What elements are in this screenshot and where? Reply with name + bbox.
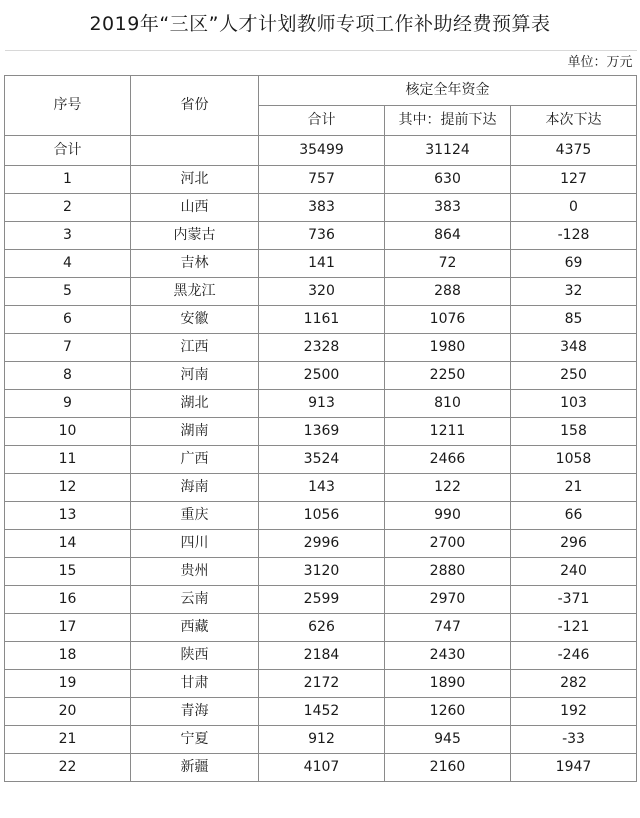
- table-row: [5, 418, 637, 446]
- row-province: 青海: [131, 698, 259, 726]
- unit-spacer: [385, 51, 511, 76]
- row-current: 69: [511, 250, 637, 278]
- row-total: 1056: [259, 502, 385, 530]
- row-province: 宁夏: [131, 726, 259, 754]
- table-row: [5, 390, 637, 418]
- row-province: 山西: [131, 194, 259, 222]
- table-row: [5, 446, 637, 474]
- row-seq: 8: [5, 362, 131, 390]
- row-seq: 6: [5, 306, 131, 334]
- row-province: 内蒙古: [131, 222, 259, 250]
- total-row: [5, 136, 637, 166]
- row-current: -121: [511, 614, 637, 642]
- table-row: [5, 194, 637, 222]
- row-seq: 19: [5, 670, 131, 698]
- row-seq: 17: [5, 614, 131, 642]
- row-province: 海南: [131, 474, 259, 502]
- row-advance: 72: [385, 250, 511, 278]
- row-advance: 2160: [385, 754, 511, 782]
- row-total: 913: [259, 390, 385, 418]
- row-seq: 21: [5, 726, 131, 754]
- row-current: 127: [511, 166, 637, 194]
- row-total: 143: [259, 474, 385, 502]
- row-current: 1947: [511, 754, 637, 782]
- row-total: 1369: [259, 418, 385, 446]
- row-province: 甘肃: [131, 670, 259, 698]
- row-current: 192: [511, 698, 637, 726]
- row-current: 348: [511, 334, 637, 362]
- row-province: 吉林: [131, 250, 259, 278]
- unit-row: [5, 51, 637, 76]
- row-total: 2996: [259, 530, 385, 558]
- total-province-empty: [131, 136, 259, 166]
- table-row: [5, 614, 637, 642]
- row-province: 重庆: [131, 502, 259, 530]
- row-province: 安徽: [131, 306, 259, 334]
- row-current: 85: [511, 306, 637, 334]
- row-current: 21: [511, 474, 637, 502]
- total-sum: 35499: [259, 136, 385, 166]
- row-province: 河南: [131, 362, 259, 390]
- row-seq: 5: [5, 278, 131, 306]
- row-province: 贵州: [131, 558, 259, 586]
- row-advance: 747: [385, 614, 511, 642]
- table-row: [5, 278, 637, 306]
- row-advance: 1980: [385, 334, 511, 362]
- row-current: 0: [511, 194, 637, 222]
- row-advance: 2700: [385, 530, 511, 558]
- row-current: -128: [511, 222, 637, 250]
- table-row: [5, 558, 637, 586]
- row-total: 1161: [259, 306, 385, 334]
- row-total: 3120: [259, 558, 385, 586]
- row-advance: 1076: [385, 306, 511, 334]
- row-seq: 4: [5, 250, 131, 278]
- row-advance: 990: [385, 502, 511, 530]
- unit-label: 单位：万元: [511, 51, 637, 76]
- header-advance: 其中：提前下达: [385, 106, 511, 136]
- header-province: 省份: [131, 76, 259, 136]
- row-seq: 3: [5, 222, 131, 250]
- table-row: [5, 642, 637, 670]
- row-current: -33: [511, 726, 637, 754]
- row-seq: 18: [5, 642, 131, 670]
- table-row: [5, 530, 637, 558]
- row-current: 103: [511, 390, 637, 418]
- row-total: 912: [259, 726, 385, 754]
- row-advance: 288: [385, 278, 511, 306]
- row-current: 296: [511, 530, 637, 558]
- row-seq: 11: [5, 446, 131, 474]
- row-total: 2172: [259, 670, 385, 698]
- header-seq: 序号: [5, 76, 131, 136]
- row-advance: 810: [385, 390, 511, 418]
- row-province: 西藏: [131, 614, 259, 642]
- row-advance: 1211: [385, 418, 511, 446]
- total-label: 合计: [5, 136, 131, 166]
- row-total: 3524: [259, 446, 385, 474]
- row-total: 2599: [259, 586, 385, 614]
- unit-spacer: [131, 51, 259, 76]
- total-current: 4375: [511, 136, 637, 166]
- row-province: 江西: [131, 334, 259, 362]
- row-current: -246: [511, 642, 637, 670]
- row-province: 河北: [131, 166, 259, 194]
- unit-spacer: [5, 51, 131, 76]
- row-current: 32: [511, 278, 637, 306]
- document-title: 2019年“三区”人才计划教师专项工作补助经费预算表: [89, 13, 551, 35]
- row-advance: 2970: [385, 586, 511, 614]
- row-seq: 16: [5, 586, 131, 614]
- table-row: [5, 222, 637, 250]
- row-seq: 15: [5, 558, 131, 586]
- row-seq: 2: [5, 194, 131, 222]
- row-advance: 2880: [385, 558, 511, 586]
- row-seq: 22: [5, 754, 131, 782]
- row-total: 4107: [259, 754, 385, 782]
- table-row: [5, 362, 637, 390]
- row-current: 250: [511, 362, 637, 390]
- row-seq: 10: [5, 418, 131, 446]
- unit-spacer: [259, 51, 385, 76]
- table-row: [5, 698, 637, 726]
- table-row: [5, 726, 637, 754]
- row-province: 黑龙江: [131, 278, 259, 306]
- row-total: 2328: [259, 334, 385, 362]
- table-row: [5, 250, 637, 278]
- row-total: 383: [259, 194, 385, 222]
- row-current: 66: [511, 502, 637, 530]
- budget-table: [4, 50, 637, 782]
- row-total: 2184: [259, 642, 385, 670]
- row-total: 141: [259, 250, 385, 278]
- table-row: [5, 334, 637, 362]
- row-advance: 864: [385, 222, 511, 250]
- row-current: 1058: [511, 446, 637, 474]
- row-seq: 20: [5, 698, 131, 726]
- row-province: 广西: [131, 446, 259, 474]
- table-row: [5, 754, 637, 782]
- table-row: [5, 474, 637, 502]
- header-annual-funds: 核定全年资金: [259, 76, 637, 106]
- row-advance: 1890: [385, 670, 511, 698]
- row-province: 陕西: [131, 642, 259, 670]
- row-seq: 12: [5, 474, 131, 502]
- row-advance: 2250: [385, 362, 511, 390]
- row-seq: 9: [5, 390, 131, 418]
- row-current: -371: [511, 586, 637, 614]
- row-advance: 122: [385, 474, 511, 502]
- row-advance: 2430: [385, 642, 511, 670]
- table-row: [5, 670, 637, 698]
- row-province: 湖北: [131, 390, 259, 418]
- row-advance: 945: [385, 726, 511, 754]
- row-total: 1452: [259, 698, 385, 726]
- row-advance: 383: [385, 194, 511, 222]
- row-current: 240: [511, 558, 637, 586]
- table-row: [5, 166, 637, 194]
- row-advance: 630: [385, 166, 511, 194]
- row-total: 736: [259, 222, 385, 250]
- row-seq: 13: [5, 502, 131, 530]
- header-row-1: [5, 76, 637, 106]
- row-seq: 7: [5, 334, 131, 362]
- row-seq: 1: [5, 166, 131, 194]
- header-total: 合计: [259, 106, 385, 136]
- row-province: 云南: [131, 586, 259, 614]
- row-current: 282: [511, 670, 637, 698]
- table-row: [5, 502, 637, 530]
- table-row: [5, 306, 637, 334]
- row-advance: 2466: [385, 446, 511, 474]
- row-total: 626: [259, 614, 385, 642]
- row-total: 2500: [259, 362, 385, 390]
- row-current: 158: [511, 418, 637, 446]
- row-total: 757: [259, 166, 385, 194]
- row-province: 四川: [131, 530, 259, 558]
- row-total: 320: [259, 278, 385, 306]
- table-row: [5, 586, 637, 614]
- row-province: 湖南: [131, 418, 259, 446]
- header-current: 本次下达: [511, 106, 637, 136]
- row-seq: 14: [5, 530, 131, 558]
- total-advance: 31124: [385, 136, 511, 166]
- row-province: 新疆: [131, 754, 259, 782]
- row-advance: 1260: [385, 698, 511, 726]
